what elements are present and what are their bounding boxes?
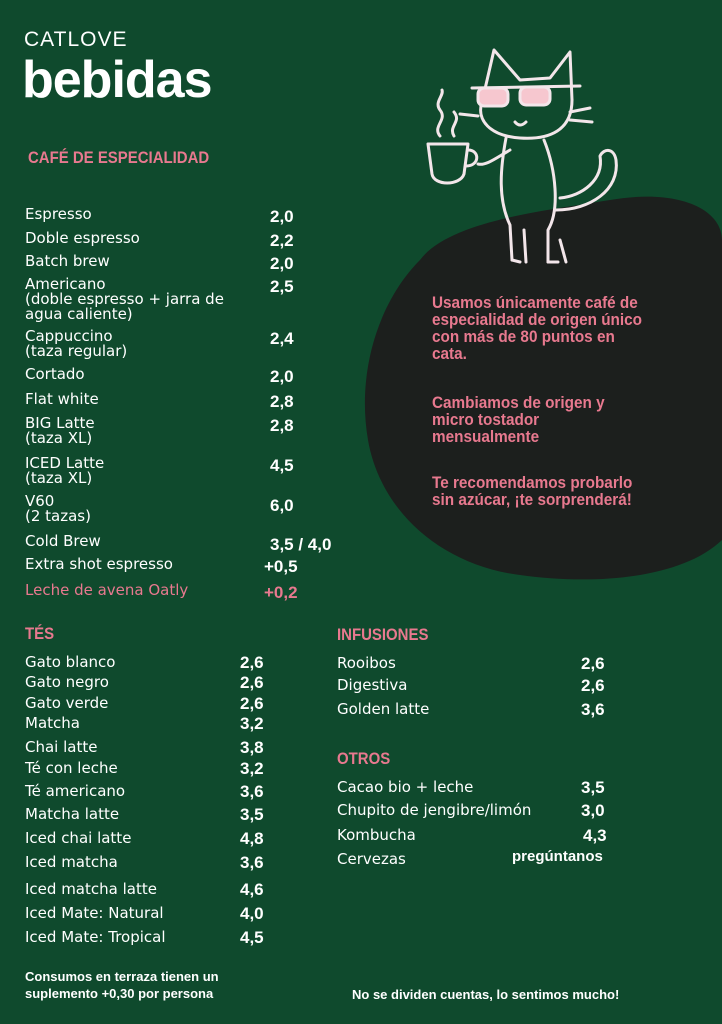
others-heading: OTROS: [337, 749, 391, 768]
tea-item-price: 3,6: [240, 853, 264, 872]
coffee-item-name: V60: [25, 492, 55, 510]
tea-item-name: Té con leche: [25, 759, 118, 777]
tea-item-price: 4,8: [240, 829, 264, 848]
coffee-item-price: 2,2: [270, 231, 294, 250]
tea-item-name: Matcha latte: [25, 805, 120, 823]
other-item-price: 4,3: [583, 826, 607, 845]
brand-logo: CATLOVE: [24, 28, 128, 51]
other-item-name: Cacao bio + leche: [337, 778, 474, 796]
tea-item-price: 4,0: [240, 904, 264, 923]
coffee-item-price: 6,0: [270, 496, 294, 515]
coffee-item-price: 2,4: [270, 329, 294, 348]
coffee-item-name: Cappuccino: [25, 327, 113, 345]
tea-item-price: 3,5: [240, 805, 264, 824]
coffee-item-name: Flat white: [25, 390, 99, 408]
coffee-item-name: Americano: [25, 275, 106, 293]
coffee-item-name: Batch brew: [25, 252, 110, 270]
coffee-item-price: 4,5: [270, 456, 294, 475]
terrace-note-line1: Consumos en terraza tienen un: [25, 969, 219, 984]
blurb-recommend: Te recomendamos probarlo sin azúcar, ¡te sorprenderá!: [432, 473, 633, 509]
coffee-item-name: ICED Latte: [25, 454, 105, 472]
tea-item-name: Gato negro: [25, 673, 109, 691]
tea-item-price: 3,2: [240, 714, 264, 733]
blurb-roaster: Cambiamos de origen y micro tostador mensualmente: [432, 393, 605, 446]
coffee-item-price: +0,2: [264, 583, 298, 602]
infusion-item-name: Rooibos: [337, 654, 396, 672]
tea-item-price: 3,6: [240, 782, 264, 801]
coffee-item-name: Espresso: [25, 205, 92, 223]
tea-item-name: Matcha: [25, 714, 80, 732]
infusion-item-price: 2,6: [581, 676, 605, 695]
page-title: bebidas: [22, 51, 212, 109]
coffee-item-price: 3,5 / 4,0: [270, 535, 332, 554]
cat-illustration-icon: [420, 40, 640, 270]
coffee-item-price: 2,8: [270, 392, 294, 411]
coffee-item-price: +0,5: [264, 557, 298, 576]
coffee-item-name: BIG Latte: [25, 414, 95, 432]
tea-item-price: 2,6: [240, 673, 264, 692]
coffee-item-note: (taza XL): [25, 469, 93, 487]
tea-item-name: Iced Mate: Natural: [25, 904, 164, 922]
teas-heading: TÉS: [25, 624, 55, 643]
coffee-item-price: 2,8: [270, 416, 294, 435]
coffee-item-price: 2,0: [270, 367, 294, 386]
coffee-item-name: Extra shot espresso: [25, 555, 173, 573]
tea-item-name: Iced matcha: [25, 853, 118, 871]
other-item-name: Chupito de jengibre/limón: [337, 801, 532, 819]
tea-item-name: Té americano: [25, 782, 126, 800]
coffee-item-note: (doble espresso + jarra de agua caliente): [25, 290, 224, 323]
no-split-note: No se dividen cuentas, lo sentimos mucho!: [352, 987, 620, 1002]
coffee-item-note: (taza XL): [25, 429, 93, 447]
coffee-item-name: Cold Brew: [25, 532, 101, 550]
other-item-price: 3,0: [581, 801, 605, 820]
infusion-item-price: 2,6: [581, 654, 605, 673]
tea-item-name: Gato blanco: [25, 653, 116, 671]
infusion-item-name: Golden latte: [337, 700, 430, 718]
terrace-note-line2: suplemento +0,30 por persona: [25, 986, 214, 1001]
coffee-item-name: Leche de avena Oatly: [25, 581, 189, 599]
tea-item-price: 2,6: [240, 653, 264, 672]
tea-item-price: 3,2: [240, 759, 264, 778]
coffee-item-price: 2,5: [270, 277, 294, 296]
tea-item-name: Iced Mate: Tropical: [25, 928, 166, 946]
coffee-heading: CAFÉ DE ESPECIALIDAD: [28, 148, 210, 167]
coffee-item-name: Doble espresso: [25, 229, 140, 247]
terrace-note: [25, 968, 219, 1002]
other-item-name: Cervezas: [337, 850, 406, 868]
tea-item-price: 3,8: [240, 738, 264, 757]
coffee-item-price: 2,0: [270, 254, 294, 273]
infusion-item-name: Digestiva: [337, 676, 408, 694]
tea-item-name: Chai latte: [25, 738, 98, 756]
tea-item-name: Iced chai latte: [25, 829, 132, 847]
tea-item-name: Gato verde: [25, 694, 109, 712]
tea-item-price: 4,6: [240, 880, 264, 899]
other-item-name: Kombucha: [337, 826, 416, 844]
other-item-price: 3,5: [581, 778, 605, 797]
infusion-item-price: 3,6: [581, 700, 605, 719]
tea-item-name: Iced matcha latte: [25, 880, 157, 898]
tea-item-price: 2,6: [240, 694, 264, 713]
coffee-item-name: Cortado: [25, 365, 85, 383]
tea-item-price: 4,5: [240, 928, 264, 947]
coffee-item-price: 2,0: [270, 207, 294, 226]
blurb-origin: Usamos únicamente café de especialidad de origen único con más de 80 puntos en cata.: [432, 293, 643, 363]
infusions-heading: INFUSIONES: [337, 625, 429, 644]
coffee-item-note: (2 tazas): [25, 507, 91, 525]
other-item-price: pregúntanos: [512, 848, 603, 865]
coffee-item-note: (taza regular): [25, 342, 128, 360]
